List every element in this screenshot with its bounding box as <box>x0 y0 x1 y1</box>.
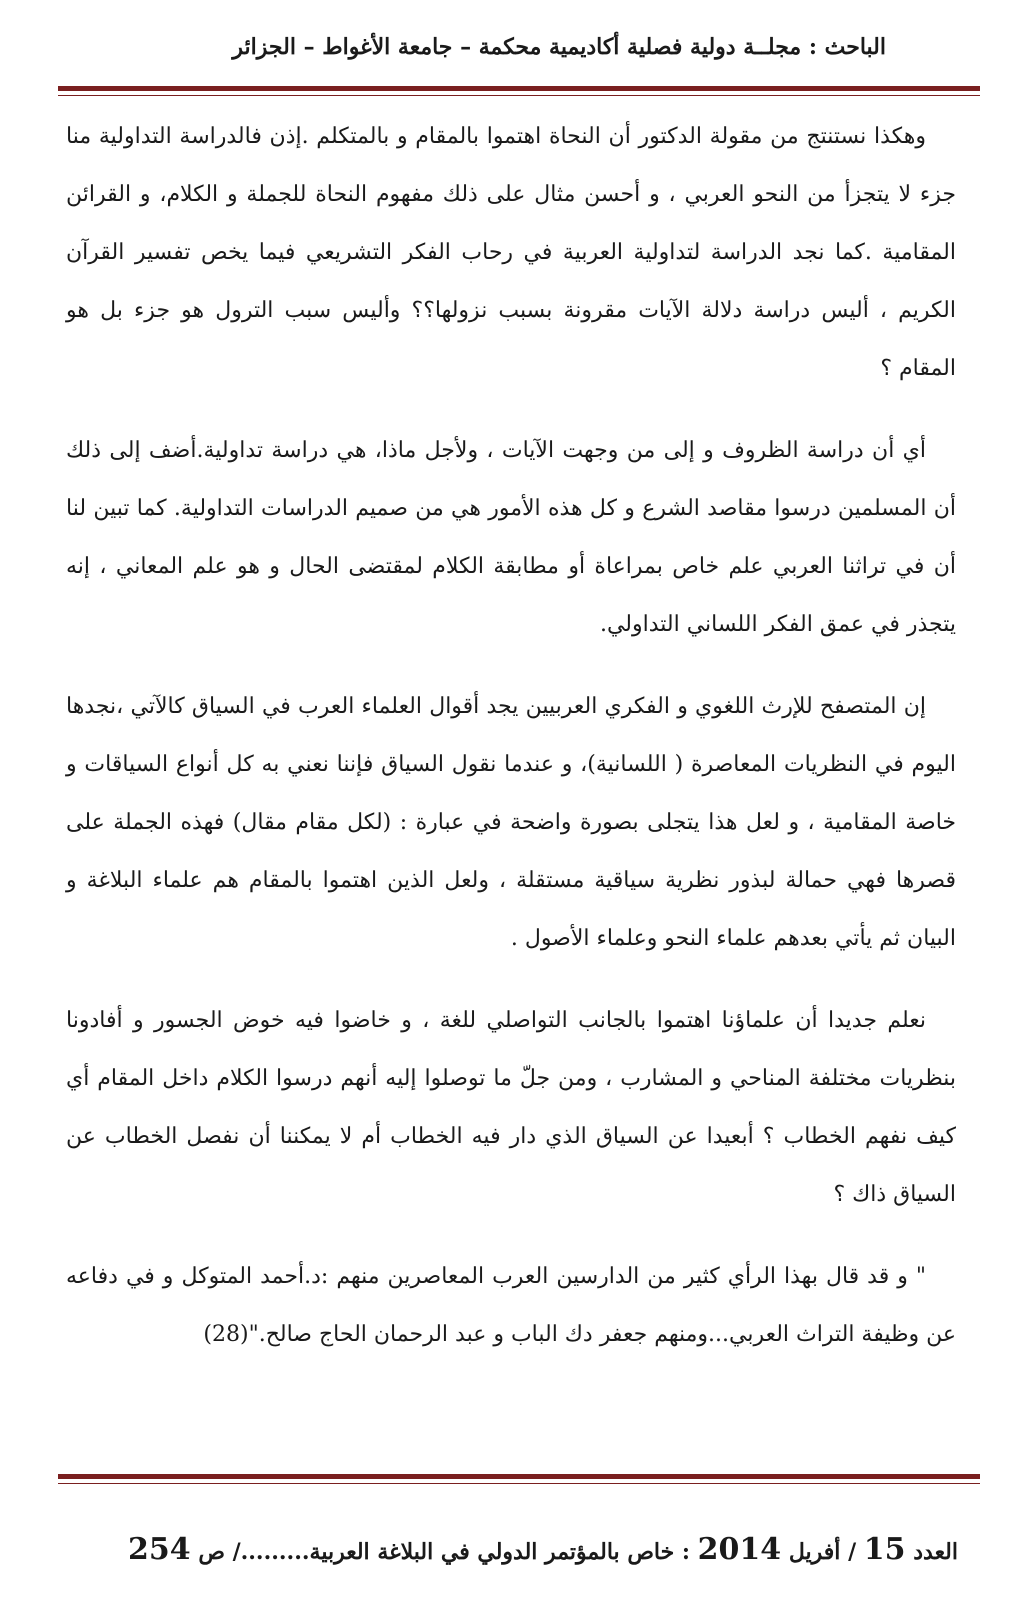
issue-number: 15 <box>863 1532 906 1567</box>
issue-label: العدد <box>913 1539 958 1565</box>
page-number: 254 <box>128 1532 191 1567</box>
header-rule-thick <box>58 86 980 91</box>
paragraph-5: " و قد قال بهذا الرأي كثير من الدارسين العرب المعاصرين منهم :د.أحمد المتوكل و في دفاعه عن وظيفة التراث العربي...ومنهم جعفر دك الباب و عبد الرحمان الحاج صالح."(28) <box>66 1264 956 1347</box>
header-rule-thin <box>58 95 980 96</box>
paragraph-3: إن المتصفح للإرث اللغوي و الفكري العربيين يجد أقوال العلماء العرب في السياق كالآتي ،نجدها اليوم في النظريات المعاصرة ( اللسانية)، و عندما نقول السياق فإننا نعني به كل أنواع السياقات و خاصة المقامية ، و لعل هذا يتجلى بصورة واضحة في عبارة : (لكل مقام مقال) فهذه الجملة على قصرها فهي حمالة لبذور نظرية سياقية مستقلة ، ولعل الذين اهتموا بالمقام هم علماء البلاغة و البيان ثم يأتي بعدهم علماء النحو وعلماء الأصول . <box>66 694 956 951</box>
footer-rule-thick <box>58 1474 980 1479</box>
paragraph-4: نعلم جديدا أن علماؤنا اهتموا بالجانب التواصلي للغة ، و خاضوا فيه خوض الجسور و أفادونا بنظريات مختلفة المناحي و المشارب ، ومن جلّ ما توصلوا إليه أنهم درسوا الكلام داخل المقام أي كيف نفهم الخطاب ؟ أبعيدا عن السياق الذي دار فيه الخطاب أم لا يمكننا أن نفصل الخطاب عن السياق ذاك ؟ <box>66 1008 956 1207</box>
journal-header: الباحث : مجلــة دولية فصلية أكاديمية محكمة – جامعة الأغواط – الجزائر <box>232 34 886 60</box>
footer-separator: / <box>848 1539 857 1565</box>
paragraph-2: أي أن دراسة الظروف و إلى من وجهت الآيات ، ولأجل ماذا، هي دراسة تداولية.أضف إلى ذلك أن المسلمين درسوا مقاصد الشرع و كل هذه الأمور هي من صميم الدراسات التداولية. كما تبين لنا أن في تراثنا العربي علم خاص بمراعاة أو مطابقة الكلام لمقتضى الحال و هو علم المعاني ، إنه يتجذر في عمق الفكر اللساني التداولي. <box>66 438 956 637</box>
issue-year: 2014 <box>697 1532 782 1567</box>
journal-footer <box>128 1532 958 1567</box>
special-issue-note: : خاص بالمؤتمر الدولي في البلاغة العربية........./ ص <box>198 1539 690 1565</box>
body-text <box>66 108 956 1388</box>
issue-month: أفريل <box>788 1539 841 1565</box>
footer-rule-thin <box>58 1483 980 1484</box>
paragraph-1: وهكذا نستنتج من مقولة الدكتور أن النحاة اهتموا بالمقام و بالمتكلم .إذن فالدراسة التداولية منا جزء لا يتجزأ من النحو العربي ، و أحسن مثال على ذلك مفهوم النحاة للجملة و الكلام، و القرائن المقامية .كما نجد الدراسة لتداولية العربية في رحاب الفكر التشريعي فيما يخص تفسير القرآن الكريم ، أليس دراسة دلالة الآيات مقرونة بسبب نزولها؟؟ وأليس سبب الترول هو جزء بل هو المقام ؟ <box>66 124 956 381</box>
